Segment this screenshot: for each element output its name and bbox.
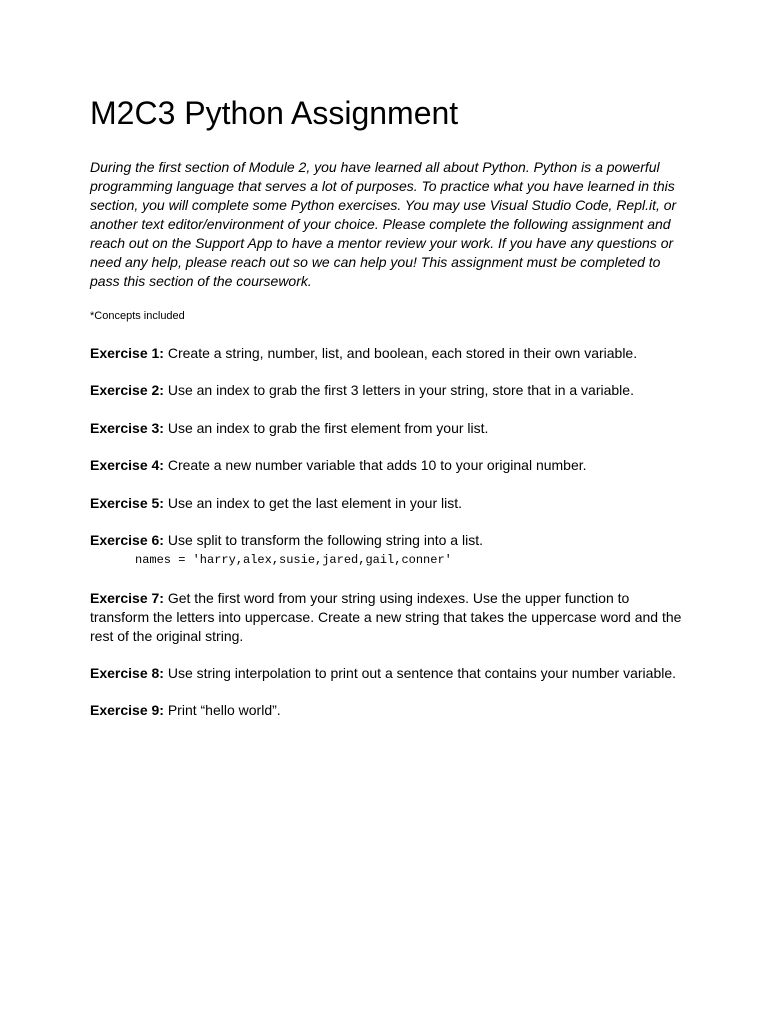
exercise-5-text: Use an index to get the last element in your list. (163, 495, 462, 511)
exercise-6-text: Use split to transform the following string into a list. (163, 532, 483, 548)
exercise-6 (90, 531, 682, 550)
exercise-3 (90, 419, 682, 438)
exercise-9-label: Exercise 9: (90, 702, 164, 718)
exercise-9 (90, 701, 682, 720)
page-title: M2C3 Python Assignment (90, 95, 459, 131)
exercise-7 (90, 589, 682, 646)
exercise-3-text: Use an index to grab the first element from your list. (163, 420, 489, 436)
exercise-6-label: Exercise 6: (90, 532, 164, 548)
exercise-4-text: Create a new number variable that adds 10 to your original number. (163, 457, 587, 473)
intro-paragraph: During the first section of Module 2, you have learned all about Python. Python is a powerful programming language that serves a lot of purposes. To practice what you have learned in this section, you will complete some Python exercises. You may use Visual Studio Code, Repl.it, or another text editor/environment of your choice. Please complete the following assignment and reach out on the Support App to have a mentor review your work. If you have any questions or need any help, please reach out so we can help you! This assignment must be completed to pass this section of the coursework. (90, 159, 677, 289)
exercise-5 (90, 494, 682, 513)
exercise-8-text: Use string interpolation to print out a sentence that contains your number variable. (163, 665, 677, 681)
exercise-7-text: Get the first word from your string using indexes. Use the upper function to transform the letters into uppercase. Create a new string that takes the uppercase word and the rest of the original string. (90, 590, 682, 644)
exercise-8-label: Exercise 8: (90, 665, 164, 681)
exercise-4 (90, 456, 682, 475)
exercise-4-label: Exercise 4: (90, 457, 164, 473)
exercise-5-label: Exercise 5: (90, 495, 164, 511)
exercise-6-code: names = 'harry,alex,susie,jared,gail,conner' (135, 553, 452, 567)
exercise-2 (90, 381, 682, 400)
concepts-note: *Concepts included (90, 310, 185, 322)
exercise-2-text: Use an index to grab the first 3 letters in your string, store that in a variable. (163, 382, 634, 398)
exercise-1-text: Create a string, number, list, and boolean, each stored in their own variable. (163, 345, 638, 361)
exercise-1-label: Exercise 1: (90, 345, 164, 361)
exercise-9-text: Print “hello world”. (163, 702, 281, 718)
exercise-7-label: Exercise 7: (90, 590, 164, 606)
exercise-2-label: Exercise 2: (90, 382, 164, 398)
exercise-1 (90, 344, 682, 363)
exercise-8 (90, 664, 682, 683)
exercise-3-label: Exercise 3: (90, 420, 164, 436)
